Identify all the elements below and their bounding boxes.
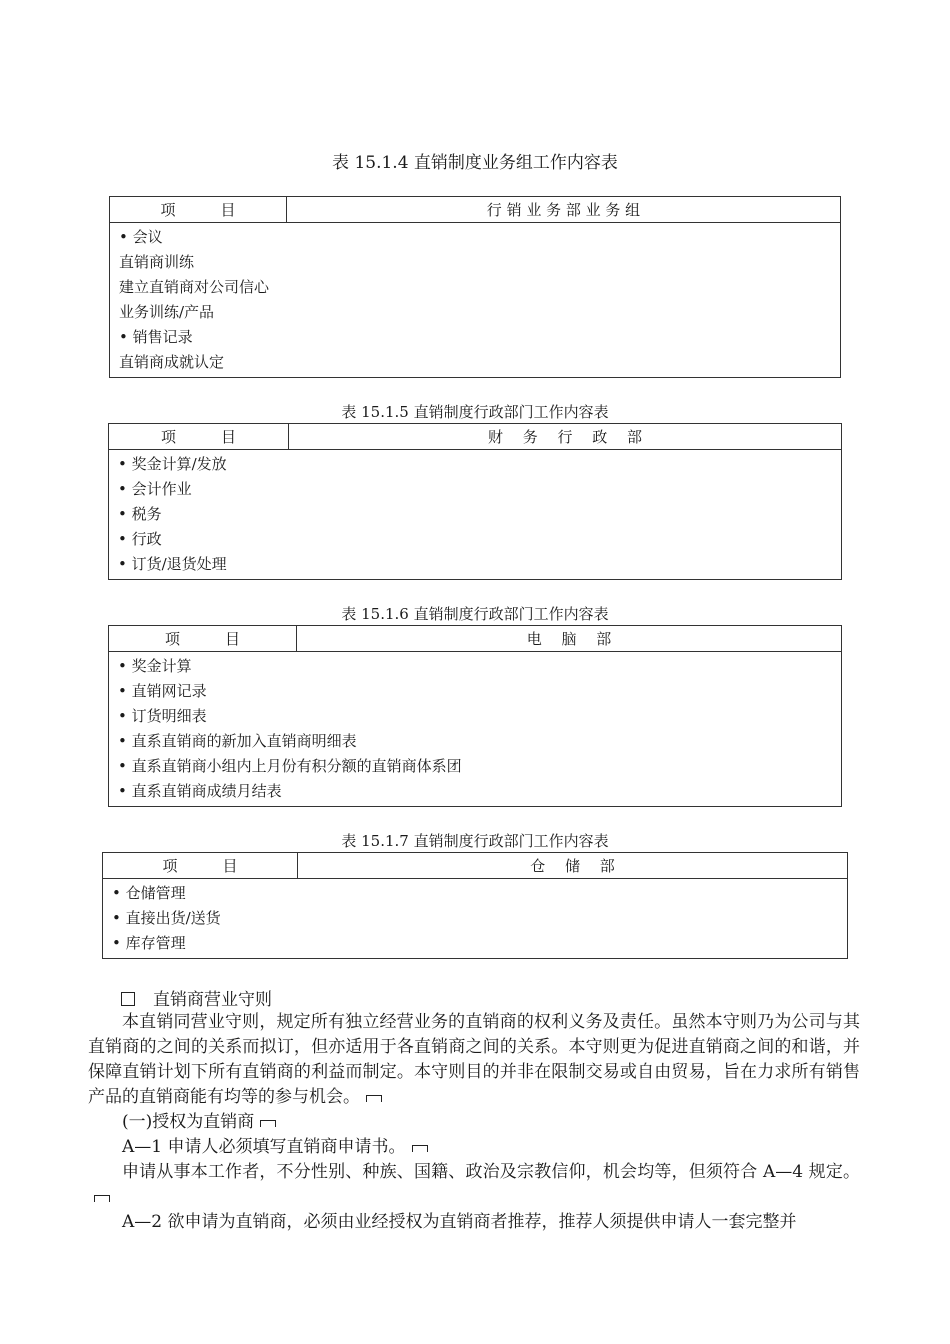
table-header-item: 项 目 — [109, 424, 289, 450]
list-item: • 奖金计算/发放 — [118, 455, 227, 473]
table-header-dept: 行 销 业 务 部 业 务 组 — [287, 197, 841, 223]
table-content — [110, 223, 841, 378]
paragraph-text: 申请从事本工作者，不分性别、种族、国籍、政治及宗教信仰，机会均等，但须符合 A—4 规定。 — [122, 1162, 860, 1182]
list-item: • 会议 — [119, 228, 163, 246]
section-title: 直销商营业守则 — [153, 990, 272, 1010]
list-item: • 会计作业 — [118, 480, 192, 498]
return-mark-icon — [366, 1095, 382, 1102]
table-caption: 表 15.1.5 直销制度行政部门工作内容表 — [341, 403, 609, 421]
list-item: 直销商成就认定 — [119, 353, 225, 371]
list-item: • 税务 — [118, 505, 162, 523]
list-item: • 直系直销商的新加入直销商明细表 — [118, 732, 357, 750]
list-item: • 直接出货/送货 — [112, 909, 221, 927]
work-table-warehouse — [102, 852, 848, 959]
paragraph — [88, 1160, 860, 1210]
paragraph — [88, 1010, 860, 1110]
table-content — [109, 652, 842, 807]
table-content — [103, 879, 848, 959]
work-table-sales — [109, 196, 841, 378]
section-heading — [121, 985, 272, 1010]
paragraph — [88, 1110, 860, 1135]
paragraph — [88, 1135, 860, 1160]
list-item: • 订货/退货处理 — [118, 555, 227, 573]
paragraph — [88, 1210, 860, 1235]
return-mark-icon — [260, 1120, 276, 1127]
list-item: • 行政 — [118, 530, 162, 548]
work-table-finance — [108, 423, 842, 580]
list-item: • 奖金计算 — [118, 657, 192, 675]
work-table-computer — [108, 625, 842, 807]
list-item: • 直系直销商小组内上月份有积分额的直销商体系团 — [118, 757, 462, 775]
list-item: • 订货明细表 — [118, 707, 207, 725]
checkbox-square-icon — [121, 992, 135, 1006]
table-content — [109, 450, 842, 580]
list-item: 业务训练/产品 — [119, 303, 215, 321]
return-mark-icon — [94, 1195, 110, 1202]
table-caption: 表 15.1.7 直销制度行政部门工作内容表 — [341, 832, 609, 850]
table-caption: 表 15.1.6 直销制度行政部门工作内容表 — [341, 605, 609, 623]
table-header-item: 项 目 — [110, 197, 287, 223]
table-header-item: 项 目 — [109, 626, 297, 652]
paragraph-text: (一)授权为直销商 — [122, 1112, 255, 1132]
list-item: 建立直销商对公司信心 — [119, 278, 270, 296]
list-item: 直销商训练 — [119, 253, 195, 271]
table-header-item: 项 目 — [103, 853, 298, 879]
paragraph-text: A—2 欲申请为直销商，必须由业经授权为直销商者推荐，推荐人须提供申请人一套完整并 — [122, 1212, 797, 1232]
table-header-dept: 仓 储 部 — [298, 853, 848, 879]
paragraph-text: A—1 申请人必须填写直销商申请书。 — [122, 1137, 406, 1157]
table-header-dept: 电 脑 部 — [297, 626, 842, 652]
list-item: • 直系直销商成绩月结表 — [118, 782, 282, 800]
table-caption: 表 15.1.4 直销制度业务组工作内容表 — [332, 153, 618, 173]
list-item: • 仓储管理 — [112, 884, 186, 902]
paragraph-text: 本直销同营业守则，规定所有独立经营业务的直销商的权利义务及责任。虽然本守则乃为公司与其直销商的之间的关系而拟订，但亦适用于各直销商之间的关系。本守则更为促进直销商之间的和谐，并保障直销计划下所有直销商的利益而制定。本守则目的并非在限制交易或自由贸易，旨在力求所有销售产品的直销商能有均等的参与机会。 — [88, 1012, 860, 1107]
return-mark-icon — [412, 1145, 428, 1152]
table-header-dept: 财 务 行 政 部 — [289, 424, 842, 450]
list-item: • 直销网记录 — [118, 682, 207, 700]
list-item: • 库存管理 — [112, 934, 186, 952]
list-item: • 销售记录 — [119, 328, 193, 346]
